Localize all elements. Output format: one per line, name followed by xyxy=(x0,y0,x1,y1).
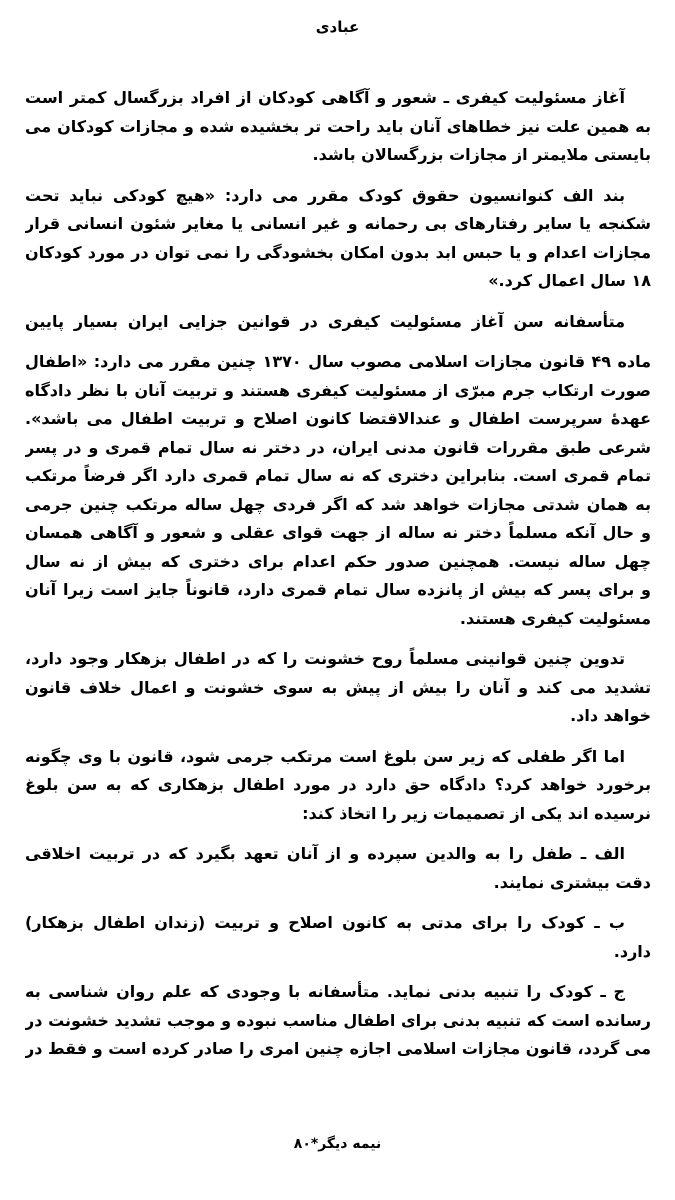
text-line: و حال آنکه مسلماً دختر نه ساله از جهت قوای عقلی و شعور و آگاهی همسان xyxy=(25,523,651,542)
paragraph xyxy=(25,84,651,170)
text-line: الف ـ طفل را به والدین سپرده و از آنان تعهد بگیرد که در تربیت اخلاقی xyxy=(25,844,625,863)
paragraph xyxy=(25,909,651,966)
text-line: بایستی ملایمتر از مجازات بزرگسالان باشد. xyxy=(312,145,651,164)
text-line: خواهد داد. xyxy=(570,706,651,725)
paragraph xyxy=(25,978,651,1064)
paragraph xyxy=(25,743,651,829)
paragraph xyxy=(25,840,651,897)
running-header: عبادی xyxy=(315,18,360,36)
text-line: تمام قمری است. بنابراین دختری که نه سال تمام قمری دارد اگر فرضاً مرتکب xyxy=(25,466,651,485)
text-line: رسانده است که تنبیه بدنی برای اطفال مناسب نبوده و موجب تشدید خشونت در xyxy=(25,1010,651,1030)
text-line: صورت ارتکاب جرم مبرّی از مسئولیت کیفری هستند و تربیت آنان با نظر دادگاه xyxy=(25,380,651,400)
text-line: ۱۸ سال اعمال کرد.» xyxy=(488,271,651,290)
text-line: عهدهٔ سرپرست اطفال و عندالاقتضا کانون اصلاح و تربیت اطفال می باشد». xyxy=(25,409,651,428)
text-line: شکنجه یا سایر رفتارهای بی رحمانه و غیر انسانی یا مغایر شئون انسانی قرار xyxy=(25,214,651,233)
paragraph xyxy=(25,182,651,296)
text-line: تدوین چنین قوانینی مسلماً روح خشونت را که در اطفال بزهکار وجود دارد، xyxy=(25,649,625,668)
text-line: به همین علت نیز خطاهای آنان باید راحت تر بخشیده شده و مجازات کودکان می xyxy=(25,116,651,136)
text-line: نرسیده اند یکی از تصمیمات زیر را اتخاذ کند: xyxy=(302,803,651,823)
text-line: شرعی طبق مقررات قانون مدنی ایران، در دختر نه سال تمام قمری و در پسر xyxy=(25,437,651,457)
text-line: چهل ساله نیست. همچنین صدور حکم اعدام برای دختری که بیش از نه سال xyxy=(25,551,651,571)
text-line: بند الف کنوانسیون حقوق کودک مقرر می دارد: «هیچ کودکی نباید تحت xyxy=(25,185,625,205)
text-line: آغاز مسئولیت کیفری ـ شعور و آگاهی کودکان از افراد بزرگسال کمتر است xyxy=(25,88,625,107)
text-line: می گردد، قانون مجازات اسلامی اجازه چنین امری را صادر کرده است و فقط در xyxy=(25,1039,651,1058)
page-footer: نیمه دیگر*۸۰ xyxy=(293,1136,382,1152)
text-line: ماده ۴۹ قانون مجازات اسلامی مصوب سال ۱۳۷۰ چنین مقرر می دارد: «اطفال xyxy=(25,352,651,371)
body-text xyxy=(25,84,651,1076)
text-line: متأسفانه سن آغاز مسئولیت کیفری در قوانین جزایی ایران بسیار پایین xyxy=(25,311,625,331)
text-line: ب ـ کودک را برای مدتی به کانون اصلاح و تربیت (زندان اطفال بزهکار) xyxy=(25,913,625,932)
paragraph xyxy=(25,348,651,633)
text-line: برخورد خواهد کرد؟ دادگاه حق دارد در مورد اطفال بزهکاری که به سن بلوغ xyxy=(25,775,651,794)
text-line: ج ـ کودک را تنبیه بدنی نماید. متأسفانه با وجودی که علم روان شناسی به xyxy=(25,982,625,1001)
text-line: مسئولیت کیفری هستند. xyxy=(459,608,651,628)
text-line: مجازات اعدام و یا حبس ابد بدون امکان بخشودگی را نمی توان در مورد کودکان xyxy=(25,242,651,262)
text-line: و برای پسر که بیش از پانزده سال تمام قمری دارد، قانوناً جایز است زیرا آنان xyxy=(25,580,651,599)
text-line: به همان شدتی مجازات خواهد شد که اگر فردی چهل ساله مرتکب چنین جرمی xyxy=(25,494,651,514)
paragraph xyxy=(25,308,651,337)
text-line: تشدید می کند و آنان را بیش از پیش به سوی خشونت و اعمال خلاف قانون xyxy=(25,677,651,697)
text-line: اما اگر طفلی که زیر سن بلوغ است مرتکب جرمی شود، قانون با وی چگونه xyxy=(25,746,625,766)
text-line: دارد. xyxy=(613,941,651,961)
text-line: دقت بیشتری نمایند. xyxy=(493,872,651,892)
paragraph xyxy=(25,645,651,731)
